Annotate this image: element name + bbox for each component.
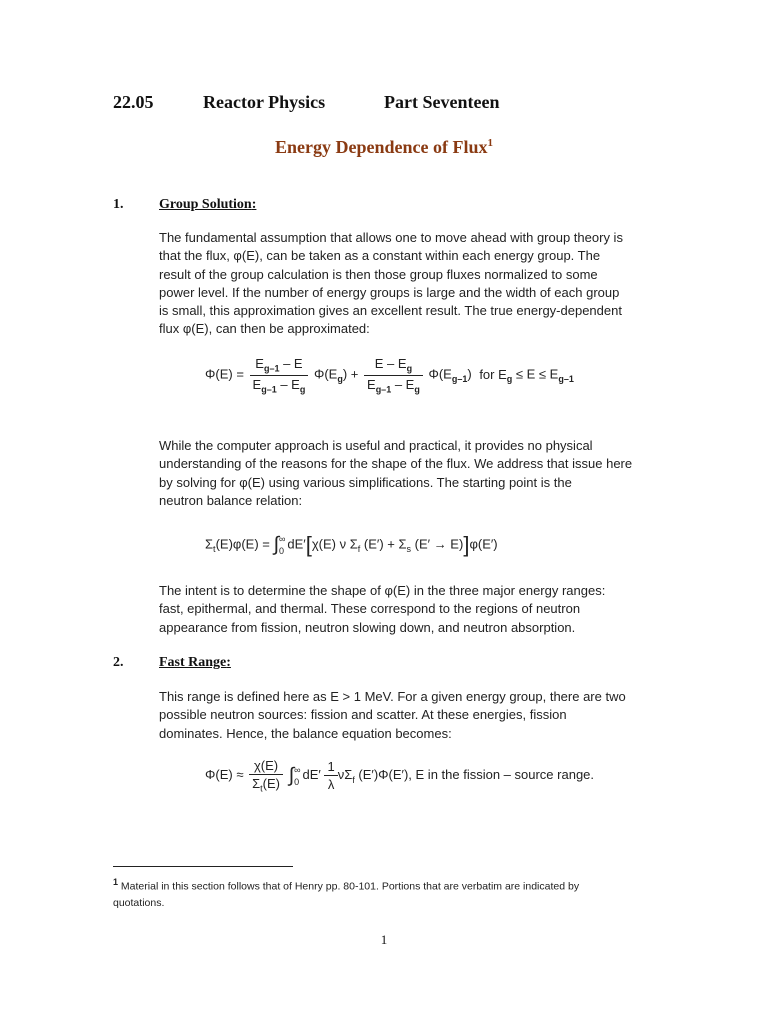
paragraph-line: understanding of the reasons for the shape of the flux. We address that issue here (159, 456, 633, 472)
eq1-f1-den-b-sub: g (299, 384, 306, 395)
page-number: 1 (380, 932, 388, 947)
section-2-heading-text: Fast Range (159, 655, 227, 670)
paragraph-line: by solving for φ(E) using various simplifications. The starting point is the (159, 474, 572, 490)
paragraph-line: While the computer approach is useful and practical, it provides no physical (159, 438, 593, 453)
eq3-rest: (E′)Φ(E′), E in the fission – source range. (354, 767, 595, 783)
eq1-term-2-sub: g–1 (451, 374, 468, 385)
eq1-f2-num-sub: g (406, 363, 413, 374)
section-2-paragraph-1 (159, 688, 659, 743)
section-1-colon: : (251, 197, 257, 212)
eq1-condition-sub-2: g–1 (558, 374, 574, 385)
eq1-f1-den-a: E (252, 376, 262, 392)
equation-fast-range (205, 758, 594, 794)
eq1-f1-num-sub: g–1 (263, 363, 280, 374)
eq3-lower-limit: 0 (294, 776, 300, 787)
paragraph-line: appearance from fission, neutron slowing down, and neutron absorption. (159, 619, 576, 635)
section-2-heading (159, 655, 231, 671)
eq1-condition-sub-1: g (506, 374, 513, 385)
footnote-rule (113, 866, 293, 867)
section-1-heading (159, 197, 256, 213)
eq2-left-bracket: [ (305, 532, 312, 557)
eq1-f2-den-a-sub: g–1 (375, 384, 392, 395)
section-2-number: 2. (113, 655, 124, 670)
eq3-nu: νΣ (337, 767, 353, 783)
paragraph-line: neutron balance relation: (159, 492, 303, 508)
paragraph-line: that the flux, φ(E), can be taken as a constant within each energy group. The (159, 248, 601, 264)
eq3-fraction (249, 758, 283, 794)
eq3-de: dE′ (302, 767, 321, 783)
section-1-paragraph-2 (159, 437, 659, 510)
eq1-f2-num: E – E (374, 356, 407, 371)
paragraph-line: power level. If the number of energy groups is large and the width of each group (159, 284, 620, 300)
eq3-f-den-sub: t (260, 783, 263, 794)
eq3-g-den: λ (327, 777, 335, 793)
eq1-fraction-1 (250, 356, 309, 394)
eq2-chi-rest: (E′) + Σ (360, 536, 407, 552)
paragraph-line: The intent is to determine the shape of φ(E) in the three major energy ranges: (159, 583, 606, 598)
course-number: 22.05 (113, 92, 154, 112)
eq2-lower-limit: 0 (278, 546, 284, 556)
eq2-phi: φ(E′) (469, 536, 498, 552)
eq1-f2-den-a: E (367, 376, 376, 392)
footnote-line: quotations. (113, 896, 165, 909)
eq2-s-sub: s (406, 544, 412, 555)
paragraph-line: This range is defined here as E > 1 MeV. For a given energy group, there are two (159, 689, 626, 704)
eq1-f2-den-b: – E (391, 376, 415, 392)
eq3-g-num: 1 (324, 759, 337, 776)
equation-flux-interpolation (205, 356, 574, 394)
eq1-term-1-end: ) + (342, 366, 359, 382)
section-2-colon: : (226, 655, 231, 670)
eq1-term-2: Φ(E (428, 366, 452, 382)
section-1-number: 1. (113, 197, 124, 212)
eq1-f1-den-a-sub: g–1 (261, 384, 277, 395)
paragraph-line: dominates. Hence, the balance equation becomes: (159, 725, 452, 741)
eq1-condition-mid: ≤ E ≤ E (512, 366, 559, 382)
eq2-upper-limit: ∞ (278, 534, 286, 544)
paragraph-line: is small, this approximation gives an excellent result. The true energy-dependent (159, 303, 622, 319)
eq3-upper-limit: ∞ (294, 764, 301, 775)
section-1-heading-text: Group Solution (159, 197, 252, 212)
eq3-lhs: Φ(E) ≈ (205, 767, 244, 783)
eq1-f1-num: E (255, 356, 264, 371)
eq1-f1-num-rest: – E (279, 356, 303, 371)
footnote (113, 874, 653, 911)
eq2-limits (279, 533, 285, 557)
part-label: Part Seventeen (384, 92, 500, 112)
title-text: Energy Dependence of Flux (275, 137, 488, 157)
eq1-term-1-sub: g (337, 374, 343, 385)
eq1-term-2-end: ) (467, 366, 472, 382)
title-footnote-mark: 1 (487, 137, 493, 149)
paragraph-line: flux φ(E), can then be approximated: (159, 321, 370, 337)
eq2-chi-sub: f (357, 544, 361, 555)
course-subject: Reactor Physics (203, 92, 326, 112)
eq1-term-1: Φ(E (313, 366, 338, 382)
eq3-f-num: χ(E) (249, 758, 283, 775)
eq2-chi: χ(E) ν Σ (311, 536, 358, 552)
paragraph-line: result of the group calculation is then those group fluxes normalized to some (159, 266, 598, 282)
eq1-f1-den-b: – E (276, 376, 300, 392)
eq3-f-den: Σ (252, 776, 261, 791)
section-1-paragraph-1 (159, 229, 659, 339)
eq1-fraction-2 (364, 356, 423, 394)
eq2-de: dE′ (287, 536, 306, 552)
page-title (0, 137, 768, 158)
footnote-line: Material in this section follows that of Henry pp. 80-101. Portions that are verbatim are indicated by (118, 880, 580, 893)
eq1-lhs: Φ(E) = (205, 366, 244, 382)
eq3-f-den-rest: (E) (262, 776, 280, 791)
eq2-lhs-rest: (E)φ(E) = (215, 536, 270, 552)
equation-neutron-balance (205, 532, 498, 558)
paragraph-line: fast, epithermal, and thermal. These correspond to the regions of neutron (159, 601, 581, 617)
paragraph-line: possible neutron sources: fission and scatter. At these energies, fission (159, 707, 567, 723)
eq1-condition-for: for E (479, 366, 507, 382)
eq2-sigma-t: Σ (205, 536, 214, 552)
eq3-limits (294, 764, 300, 788)
section-1-paragraph-3 (159, 582, 659, 637)
footnote-mark: 1 (113, 877, 119, 887)
paragraph-line: The fundamental assumption that allows one to move ahead with group theory is (159, 230, 623, 245)
eq2-right-bracket: ] (463, 532, 470, 557)
eq2-sigma-t-sub: t (213, 544, 216, 555)
integral-icon: ∫ (288, 764, 295, 787)
integral-icon: ∫ (273, 533, 279, 556)
eq1-f2-den-b-sub: g (414, 384, 420, 395)
eq3-fraction-lambda (324, 759, 337, 792)
eq2-s-rest: (E′ → E) (411, 536, 464, 552)
eq3-nu-sub: f (352, 774, 355, 785)
